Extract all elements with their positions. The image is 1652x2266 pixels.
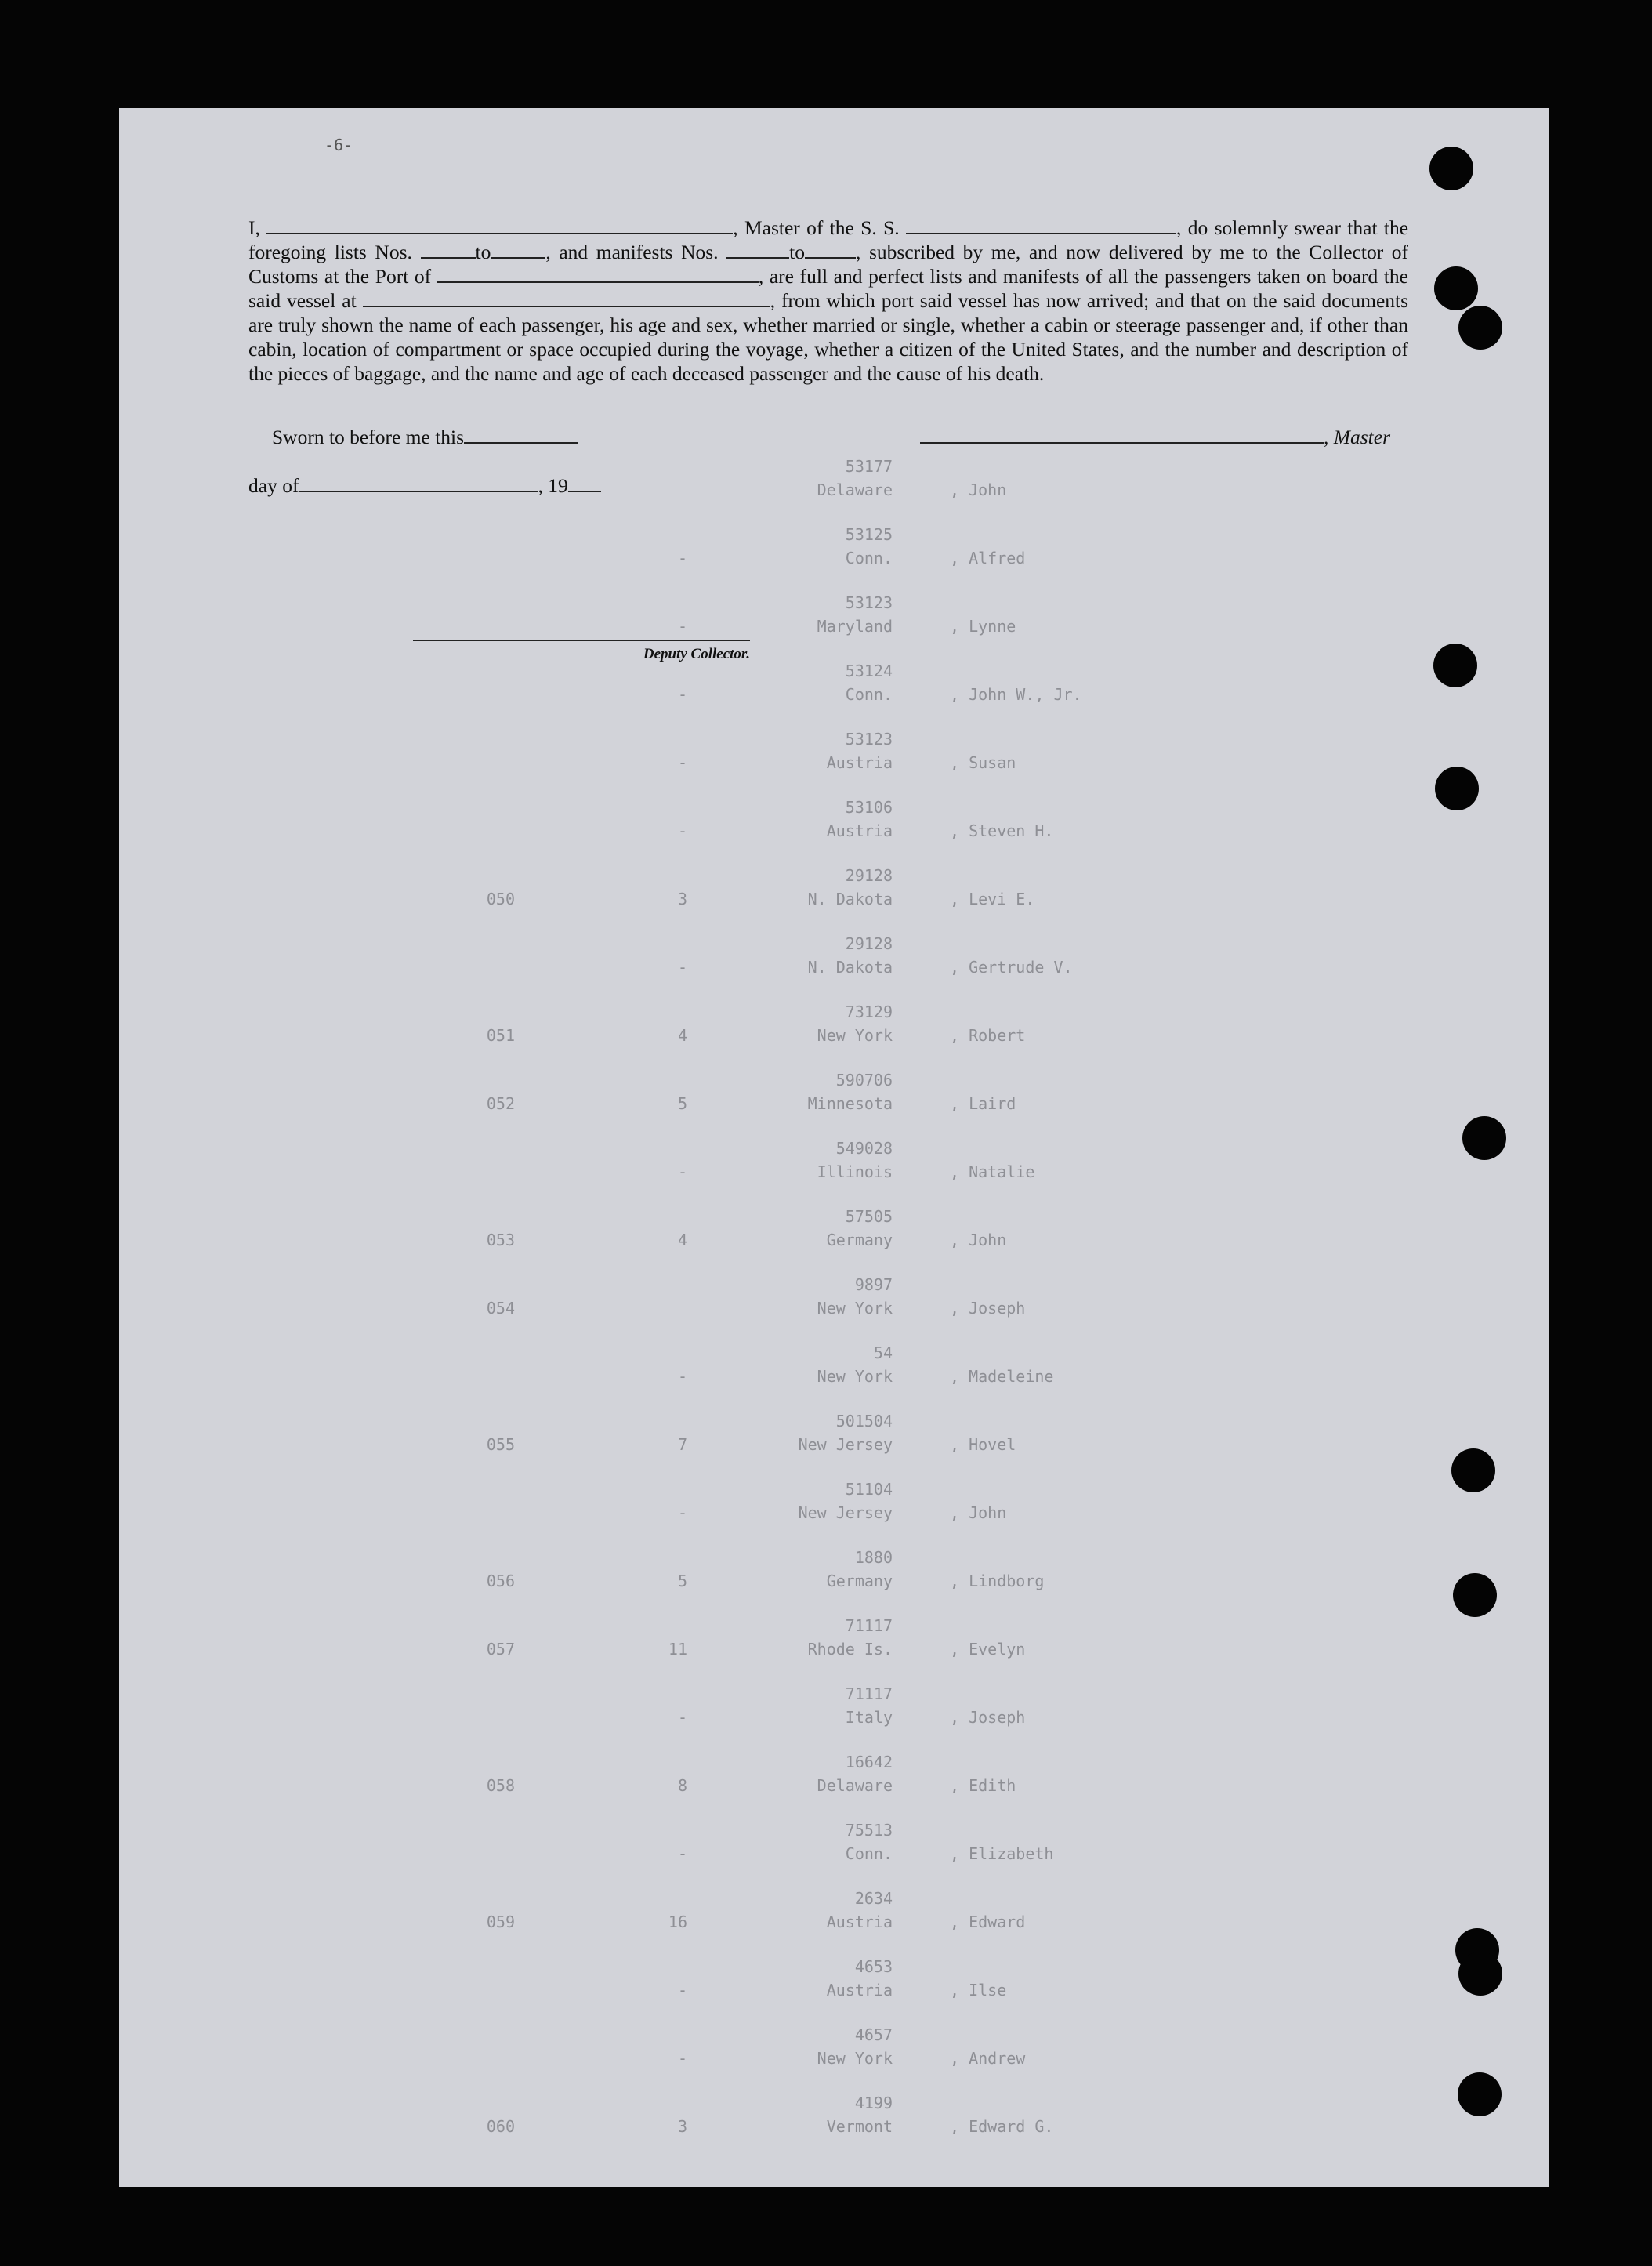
list-from-blank xyxy=(421,245,476,259)
row-name: , Edward xyxy=(950,1913,1026,1931)
row-bag: - xyxy=(677,1844,687,1863)
row-place: New York xyxy=(817,2049,893,2068)
row-code: 058 xyxy=(486,1776,515,1795)
punch-hole xyxy=(1462,1116,1506,1160)
row-place: New York xyxy=(817,1367,893,1386)
row-num: 53124 xyxy=(845,662,893,680)
row-name: , Susan xyxy=(950,753,1016,772)
row-name: , Robert xyxy=(950,1026,1026,1045)
row-bag: - xyxy=(677,753,687,772)
row-bag: 16 xyxy=(668,1913,687,1931)
embark-port-blank xyxy=(363,293,770,307)
row-name: , Madeleine xyxy=(950,1367,1054,1386)
manifest-page xyxy=(119,108,1549,2187)
row-num: 53106 xyxy=(845,798,893,817)
punch-hole xyxy=(1433,644,1477,687)
row-bag: - xyxy=(677,958,687,977)
row-code: 055 xyxy=(486,1435,515,1454)
oath-manifests-of: manifests of all the passengers taken on board the said vessel at xyxy=(248,265,1408,312)
row-name: , Hovel xyxy=(950,1435,1016,1454)
punch-hole xyxy=(1453,1573,1497,1617)
row-name: , Natalie xyxy=(950,1162,1035,1181)
row-place: N. Dakota xyxy=(807,958,893,977)
row-num: 4199 xyxy=(854,2094,893,2112)
port-blank xyxy=(437,269,759,283)
row-place: New York xyxy=(817,1026,893,1045)
page-number-mark: -6- xyxy=(324,136,353,154)
row-num: 501504 xyxy=(835,1412,893,1430)
row-num: 71117 xyxy=(845,1684,893,1703)
row-place: Vermont xyxy=(826,2117,893,2136)
row-name: , Laird xyxy=(950,1094,1016,1113)
row-place: Germany xyxy=(826,1231,893,1249)
row-place: New Jersey xyxy=(798,1435,893,1454)
row-num: 4653 xyxy=(854,1957,893,1976)
row-name: , Joseph xyxy=(950,1299,1026,1318)
month-blank xyxy=(299,477,538,492)
row-num: 29128 xyxy=(845,934,893,953)
row-place: Conn. xyxy=(845,549,893,567)
row-code: 051 xyxy=(486,1026,515,1045)
row-bag: - xyxy=(677,1367,687,1386)
row-bag: 3 xyxy=(677,890,687,908)
row-num: 590706 xyxy=(835,1071,893,1089)
row-code: 053 xyxy=(486,1231,515,1249)
row-place: Austria xyxy=(826,753,893,772)
oath-do-solemnly: , do solemnly xyxy=(1176,216,1288,239)
punch-hole xyxy=(1434,266,1478,310)
row-bag: - xyxy=(677,549,687,567)
row-code: 050 xyxy=(486,890,515,908)
row-name: , John xyxy=(950,1231,1007,1249)
row-bag: - xyxy=(677,1981,687,2000)
row-num: 57505 xyxy=(845,1207,893,1226)
row-bag: - xyxy=(677,1503,687,1522)
row-place: New Jersey xyxy=(798,1503,893,1522)
row-place: Illinois xyxy=(817,1162,893,1181)
row-bag: 4 xyxy=(677,1231,687,1249)
row-code: 059 xyxy=(486,1913,515,1931)
punch-hole xyxy=(1458,1952,1502,1996)
punch-hole xyxy=(1435,767,1479,810)
row-name: , Levi E. xyxy=(950,890,1035,908)
oath-subscribed: , subscribed by me, and now xyxy=(856,241,1101,263)
name-blank xyxy=(266,220,733,234)
punch-hole xyxy=(1429,147,1473,190)
oath-rest: port said vessel has now arrived; and that on the said documents are truly shown the name of each passenger, his age and sex, whether married or single, whether a cabin or steerage passenger and, if other than cabin, location of compartment or space occupied during the voyage, whether a citizen of the United States, and the number and description of the pieces of baggage, and the name and age of each deceased passenger and the cause of his death. xyxy=(248,289,1409,385)
row-code: 054 xyxy=(486,1299,515,1318)
row-place: Italy xyxy=(845,1708,893,1727)
day-of-label: day of xyxy=(248,474,299,497)
punch-hole xyxy=(1458,2072,1502,2116)
oath-i: I, xyxy=(248,216,260,239)
sworn-label: Sworn to before me this xyxy=(272,426,465,448)
row-name: , Gertrude V. xyxy=(950,958,1073,977)
row-place: Delaware xyxy=(817,1776,893,1795)
row-bag: - xyxy=(677,617,687,636)
oath-paragraph xyxy=(248,216,1408,386)
row-num: 16642 xyxy=(845,1753,893,1771)
row-place: Maryland xyxy=(817,617,893,636)
row-code: 052 xyxy=(486,1094,515,1113)
row-name: , Elizabeth xyxy=(950,1844,1054,1863)
oath-are-full: , are full and perfect lists and xyxy=(758,265,998,288)
master-signature-line xyxy=(920,428,1324,444)
row-num: 29128 xyxy=(845,866,893,885)
row-place: Conn. xyxy=(845,1844,893,1863)
year-prefix: , 19 xyxy=(538,474,568,497)
row-name: , Andrew xyxy=(950,2049,1026,2068)
oath-to-2: to xyxy=(789,241,805,263)
row-num: 53123 xyxy=(845,730,893,749)
list-to-blank xyxy=(491,245,545,259)
row-num: 1880 xyxy=(854,1548,893,1567)
row-bag: 3 xyxy=(677,2117,687,2136)
row-name: , Evelyn xyxy=(950,1640,1026,1659)
row-bag: 11 xyxy=(668,1640,687,1659)
row-code: 060 xyxy=(486,2117,515,2136)
row-name: , Ilse xyxy=(950,1981,1007,2000)
row-name: , Lynne xyxy=(950,617,1016,636)
row-bag: 4 xyxy=(677,1026,687,1045)
row-num: 4657 xyxy=(854,2025,893,2044)
oath-master-of-ss: , Master of the S. S. xyxy=(733,216,900,239)
manifest-to-blank xyxy=(805,245,856,259)
row-num: 75513 xyxy=(845,1821,893,1840)
row-place: Minnesota xyxy=(807,1094,893,1113)
row-bag: - xyxy=(677,685,687,704)
row-name: , John xyxy=(950,480,1007,499)
row-place: Delaware xyxy=(817,480,893,499)
row-place: N. Dakota xyxy=(807,890,893,908)
row-num: 2634 xyxy=(854,1889,893,1908)
master-signature-block xyxy=(920,426,1390,449)
day-of-line xyxy=(248,474,601,498)
row-code: 056 xyxy=(486,1572,515,1590)
row-place: Conn. xyxy=(845,685,893,704)
row-name: , John W., Jr. xyxy=(950,685,1082,704)
row-place: New York xyxy=(817,1299,893,1318)
row-name: , John xyxy=(950,1503,1007,1522)
row-bag: - xyxy=(677,821,687,840)
row-bag: - xyxy=(677,1708,687,1727)
row-bag: 7 xyxy=(677,1435,687,1454)
deputy-signature-line xyxy=(413,625,750,641)
row-num: 54 xyxy=(873,1343,893,1362)
row-name: , Joseph xyxy=(950,1708,1026,1727)
punch-hole xyxy=(1451,1448,1495,1492)
row-bag: 8 xyxy=(677,1776,687,1795)
sworn-line xyxy=(272,426,578,449)
row-num: 51104 xyxy=(845,1480,893,1499)
oath-from-which: , from which xyxy=(770,289,875,312)
year-blank xyxy=(568,477,601,492)
master-label: , Master xyxy=(1324,426,1390,448)
manifest-from-blank xyxy=(726,245,789,259)
row-num: 53125 xyxy=(845,525,893,544)
row-name: , Steven H. xyxy=(950,821,1054,840)
row-bag: 5 xyxy=(677,1094,687,1113)
row-code: 057 xyxy=(486,1640,515,1659)
ship-name-blank xyxy=(906,220,1176,234)
punch-hole xyxy=(1458,306,1502,350)
deputy-collector-label: Deputy Collector. xyxy=(643,646,750,662)
row-bag: - xyxy=(677,2049,687,2068)
row-name: , Edith xyxy=(950,1776,1016,1795)
row-place: Austria xyxy=(826,1913,893,1931)
row-place: Austria xyxy=(826,821,893,840)
row-num: 549028 xyxy=(835,1139,893,1158)
row-num: 9897 xyxy=(854,1275,893,1294)
oath-swear: swear that the foregoing lists Nos. xyxy=(248,216,1409,263)
row-num: 73129 xyxy=(845,1002,893,1021)
row-num: 53123 xyxy=(845,593,893,612)
row-place: Germany xyxy=(826,1572,893,1590)
row-num: 53177 xyxy=(845,457,893,476)
row-name: , Lindborg xyxy=(950,1572,1045,1590)
row-place: Rhode Is. xyxy=(807,1640,893,1659)
sworn-day-blank xyxy=(464,428,578,444)
row-bag: - xyxy=(677,1162,687,1181)
row-place: Austria xyxy=(826,1981,893,2000)
row-name: , Alfred xyxy=(950,549,1026,567)
row-bag: 5 xyxy=(677,1572,687,1590)
oath-to-1: to xyxy=(475,241,491,263)
oath-and-manifests: , and manifests Nos. xyxy=(545,241,719,263)
row-name: , Edward G. xyxy=(950,2117,1054,2136)
oath-delivered: delivered by me to the Collector of Customs at the Port of xyxy=(248,241,1409,288)
row-num: 71117 xyxy=(845,1616,893,1635)
